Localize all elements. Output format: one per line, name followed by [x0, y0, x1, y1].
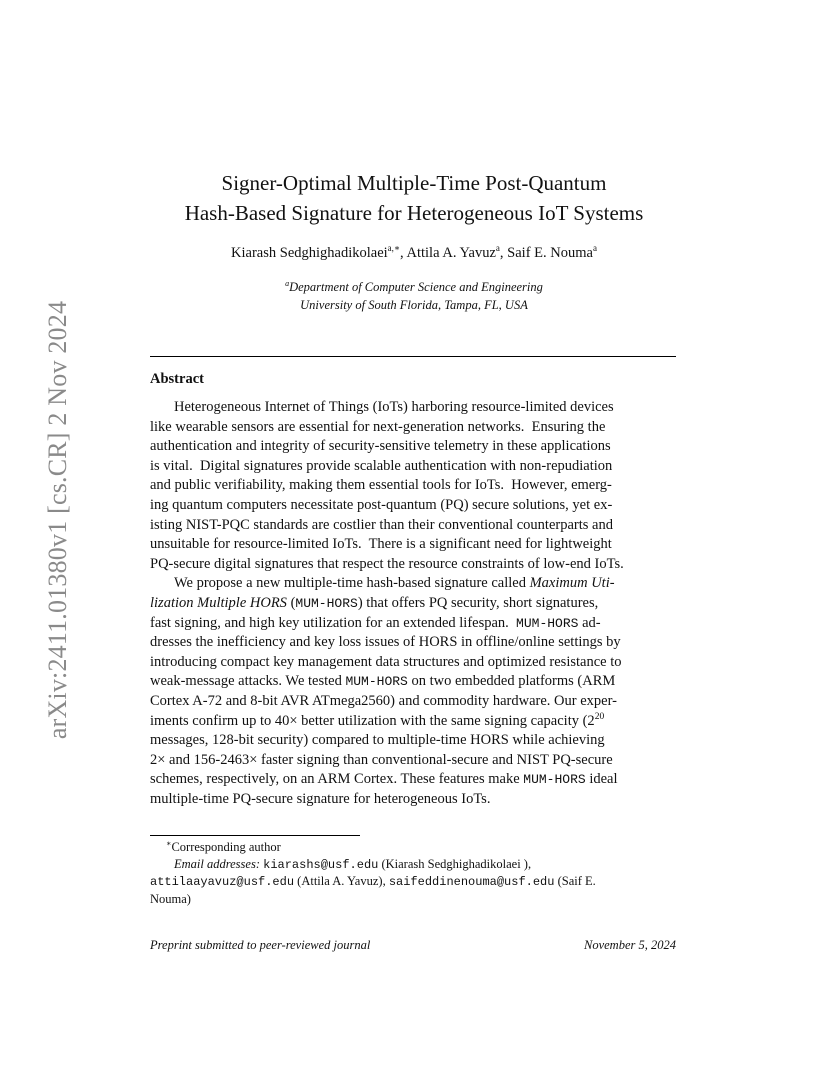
abstract-line: is vital. Digital signatures provide scalable authentication with non-repudiation — [150, 457, 613, 474]
affiliation — [0, 278, 828, 314]
emphasis-text: lization Multiple HORS — [150, 594, 287, 611]
emphasis-text: Maximum Uti- — [529, 575, 615, 592]
email-addresses-continued — [150, 873, 676, 891]
footnote-text: Corresponding author — [171, 840, 281, 854]
footnote-mark: ∗ — [166, 839, 172, 848]
abstract-heading: Abstract — [150, 371, 204, 387]
abstract-line: dresses the inefficiency and key loss issues of HORS in offline/online settings by — [150, 634, 621, 651]
abstract-line: introducing compact key management data structures and optimized resistance to — [150, 653, 622, 670]
author-name: Kiarash Sedghighadikolaei — [231, 245, 388, 261]
text-run: ad- — [578, 614, 601, 631]
email-addresses — [150, 856, 676, 874]
footnote — [150, 839, 676, 907]
exponent: 20 — [594, 711, 605, 722]
title-line-1: Signer-Optimal Multiple-Time Post-Quantum — [221, 171, 607, 195]
footnote-rule — [150, 835, 360, 836]
scheme-name: MUM-HORS — [523, 772, 586, 788]
abstract-line — [150, 712, 676, 732]
abstract-line: PQ-secure digital signatures that respect the resource constraints of low-end IoTs. — [150, 555, 624, 572]
author-name: Saif E. Nouma — [507, 245, 593, 261]
abstract-line: 2× and 156-2463× faster signing than conventional-secure and NIST PQ-secure — [150, 751, 613, 768]
author-separator: , — [400, 245, 407, 261]
abstract-top-rule — [150, 356, 676, 357]
email-link[interactable]: attilaayavuz@usf.edu — [150, 875, 295, 889]
title-line-2: Hash-Based Signature for Heterogeneous IoT Systems — [184, 201, 644, 225]
paper-title — [0, 168, 828, 228]
preprint-date: November 5, 2024 — [584, 938, 676, 952]
abstract-line — [150, 770, 676, 790]
text-run: ideal — [585, 771, 618, 788]
text-run: fast signing, and high key utilization for an extended lifespan. — [150, 614, 517, 631]
abstract-line — [150, 594, 676, 614]
abstract-line: Heterogeneous Internet of Things (IoTs) harboring resource-limited devices — [174, 399, 614, 415]
affiliation-mark: a — [285, 279, 290, 288]
abstract-line — [150, 672, 676, 692]
text-run: ) that offers PQ security, short signatures, — [357, 594, 599, 611]
email-owner: (Attila A. Yavuz), — [294, 874, 389, 888]
abstract-line: messages, 128-bit security) compared to multiple-time HORS while achieving — [150, 732, 605, 749]
email-owner: (Saif E. — [554, 874, 596, 888]
abstract-line: multiple-time PQ-secure signature for heterogeneous IoTs. — [150, 790, 491, 807]
author-affiliation-mark: a,∗ — [387, 243, 401, 253]
text-run: schemes, respectively, on an ARM Cortex. These features make — [150, 771, 524, 788]
email-owner: (Kiarash Sedghighadikolaei ), — [378, 856, 532, 871]
author-list — [0, 245, 828, 262]
abstract-body — [150, 398, 676, 809]
abstract-line: and public verifiability, making them essential tools for IoTs. However, emerg- — [150, 477, 612, 494]
scheme-name: MUM-HORS — [295, 595, 358, 611]
author-affiliation-mark: a — [592, 243, 597, 253]
text-run: iments confirm up to 40× better utilization with the same signing capacity (2 — [150, 712, 595, 729]
email-label: Email addresses: — [174, 856, 260, 871]
preprint-footer — [150, 938, 676, 953]
abstract-line: unsuitable for resource-limited IoTs. There is a significant need for lightweight — [150, 536, 612, 553]
abstract-line — [150, 614, 676, 634]
abstract-line: authentication and integrity of security-sensitive telemetry in these applications — [150, 438, 611, 455]
author-separator: , — [499, 245, 508, 261]
author-name: Attila A. Yavuz — [406, 245, 496, 261]
abstract-line: ing quantum computers necessitate post-quantum (PQ) secure solutions, yet ex- — [150, 496, 613, 513]
corresponding-author-note — [150, 839, 676, 856]
email-owner: Nouma) — [150, 891, 191, 906]
affiliation-line-2: University of South Florida, Tampa, FL, USA — [300, 298, 528, 312]
author-affiliation-mark: a — [495, 243, 500, 253]
text-run: weak-message attacks. We tested — [150, 673, 346, 690]
text-run: ( — [286, 594, 296, 611]
arxiv-identifier-stamp: arXiv:2411.01380v1 [cs.CR] 2 Nov 2024 — [43, 300, 72, 740]
preprint-note: Preprint submitted to peer-reviewed journal — [150, 938, 371, 952]
affiliation-line-1: Department of Computer Science and Engineering — [289, 280, 543, 294]
text-run: We propose a new multiple-time hash-based signature called — [174, 575, 530, 592]
abstract-line — [150, 574, 676, 594]
scheme-name: MUM-HORS — [345, 674, 408, 690]
email-link[interactable]: kiarashs@usf.edu — [263, 857, 379, 872]
email-link[interactable]: saifeddinenouma@usf.edu — [388, 875, 555, 889]
scheme-name: MUM-HORS — [516, 615, 579, 631]
abstract-line: isting NIST-PQC standards are costlier than their conventional counterparts and — [150, 516, 613, 533]
abstract-line: Cortex A-72 and 8-bit AVR ATmega2560) and commodity hardware. Our exper- — [150, 692, 617, 709]
text-run: on two embedded platforms (ARM — [407, 673, 616, 690]
abstract-line: like wearable sensors are essential for next-generation networks. Ensuring the — [150, 418, 606, 435]
